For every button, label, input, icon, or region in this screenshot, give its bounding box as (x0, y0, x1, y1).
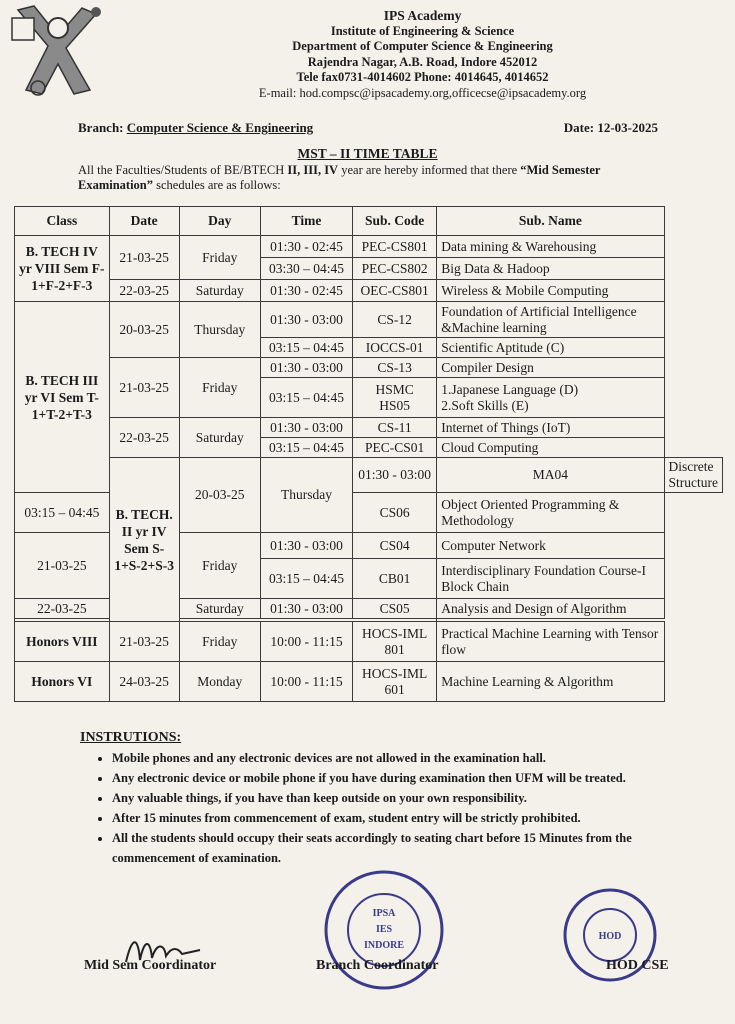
name-cell: Scientific Aptitude (C) (437, 338, 664, 358)
branch-row (78, 120, 658, 136)
name-cell: Analysis and Design of Algorithm (437, 599, 664, 619)
time-cell: 01:30 - 03:00 (353, 458, 437, 493)
name-line: 1.Japanese Language (D) (441, 381, 579, 397)
stamp-line: INDORE (363, 940, 405, 951)
day-cell: Monday (179, 662, 260, 702)
intro-years: II, III, IV (287, 163, 339, 177)
institute-stamp-icon (320, 866, 448, 994)
stamp-line: IES (375, 924, 393, 935)
table-row (15, 418, 723, 438)
name-cell: Compiler Design (437, 358, 664, 378)
stamp-line: HOD (598, 931, 622, 942)
name-line: 2.Soft Skills (E) (441, 397, 529, 413)
time-cell: 01:30 - 02:45 (260, 236, 352, 258)
list-item: • Any valuable things, if you have than keep outside on your own responsibility. (112, 788, 680, 808)
time-cell: 03:15 – 04:45 (260, 378, 352, 418)
table-row (15, 280, 723, 302)
date-cell: 21-03-25 (109, 236, 179, 280)
name-cell: Discrete Structure (664, 458, 722, 493)
department-name: Department of Computer Science & Engineering (292, 39, 553, 53)
class-cell: Honors VIII (15, 622, 110, 662)
date-cell: 22-03-25 (109, 280, 179, 302)
day-cell: Saturday (179, 599, 260, 619)
code-cell: CB01 (353, 559, 437, 599)
name-cell: Machine Learning & Algorithm (437, 662, 664, 702)
day-cell: Saturday (179, 418, 260, 458)
code-cell: CS05 (353, 599, 437, 619)
instructions-list (80, 748, 680, 868)
date-cell: 21-03-25 (109, 358, 179, 418)
table-row (15, 458, 723, 493)
intro-quote: “Mid Semester Examination” (78, 163, 601, 192)
code-line: HSMC (375, 381, 414, 397)
org-name: IPS Academy (383, 8, 462, 23)
intro-part3: schedules are as follows: (153, 178, 281, 192)
name-cell: Object Oriented Programming & Methodology (437, 493, 664, 533)
day-cell: Thursday (260, 458, 352, 533)
time-cell: 03:15 – 04:45 (260, 438, 352, 458)
day-cell: Friday (179, 622, 260, 662)
code-cell: IOCCS-01 (353, 338, 437, 358)
table-row (15, 302, 723, 338)
letterhead (0, 0, 735, 115)
stamp-line: IPSA (372, 908, 396, 919)
day-cell: Friday (179, 358, 260, 418)
time-cell: 03:15 – 04:45 (260, 559, 352, 599)
ips-logo-icon (8, 2, 108, 102)
date-cell: 24-03-25 (109, 662, 179, 702)
time-cell: 10:00 - 11:15 (260, 662, 352, 702)
name-cell: Wireless & Mobile Computing (437, 280, 664, 302)
class-cell: B. TECH III yr VI Sem T-1+T-2+T-3 (15, 302, 110, 493)
time-cell: 01:30 - 03:00 (260, 599, 352, 619)
instructions (80, 730, 680, 868)
time-cell: 01:30 - 03:00 (260, 533, 352, 559)
date-cell: 20-03-25 (179, 458, 260, 533)
list-item: • Any electronic device or mobile phone if you have during examination then UFM will be treated. (112, 768, 680, 788)
class-cell: B. TECH. II yr IV Sem S-1+S-2+S-3 (109, 458, 179, 622)
date-cell: 22-03-25 (15, 599, 110, 619)
col-sub-name: Sub. Name (437, 207, 664, 236)
col-date: Date (109, 207, 179, 236)
list-item: • Mobile phones and any electronic devices are not allowed in the examination hall. (112, 748, 680, 768)
class-cell: B. TECH IV yr VIII Sem F-1+F-2+F-3 (15, 236, 110, 302)
table-row (15, 358, 723, 378)
col-class: Class (15, 207, 110, 236)
instructions-heading: INSTRUTIONS: (80, 730, 182, 745)
code-cell: OEC-CS801 (353, 280, 437, 302)
code-cell: PEC-CS802 (353, 258, 437, 280)
address: Rajendra Nagar, A.B. Road, Indore 452012 (307, 54, 538, 69)
code-cell: MA04 (437, 458, 664, 493)
mid-sem-coordinator: Mid Sem Coordinator (84, 958, 217, 973)
time-cell: 03:30 – 04:45 (260, 258, 352, 280)
notice-date: Date: 12-03-2025 (563, 120, 658, 135)
table-row (15, 662, 723, 702)
day-cell: Friday (179, 236, 260, 280)
col-time: Time (260, 207, 352, 236)
col-day: Day (179, 207, 260, 236)
name-cell: Cloud Computing (437, 438, 664, 458)
time-cell: 01:30 - 02:45 (260, 280, 352, 302)
code-cell: HOCS-IML 601 (353, 662, 437, 702)
name-cell: Big Data & Hadoop (437, 258, 664, 280)
intro-part1: All the Faculties/Students of BE/BTECH (78, 163, 288, 177)
code-cell: CS-13 (353, 358, 437, 378)
branch-value: Computer Science & Engineering (126, 120, 314, 135)
code-cell: CS04 (353, 533, 437, 559)
day-cell: Saturday (179, 280, 260, 302)
name-cell: Interdisciplinary Foundation Course-I Block Chain (437, 559, 664, 599)
phone: Tele fax0731-4014602 Phone: 4014645, 4014652 (296, 70, 549, 84)
col-sub-code: Sub. Code (353, 207, 437, 236)
name-cell: Internet of Things (IoT) (437, 418, 664, 438)
intro-part2: year are hereby informed that there (338, 163, 521, 177)
time-cell: 01:30 - 03:00 (260, 358, 352, 378)
day-cell: Friday (179, 533, 260, 599)
code-cell: CS-11 (353, 418, 437, 438)
code-cell: CS06 (353, 493, 437, 533)
branch-coordinator: Branch Coordinator (316, 958, 439, 973)
page-title: MST – II TIME TABLE (297, 146, 438, 161)
date-cell: 20-03-25 (109, 302, 179, 358)
class-cell: Honors VI (15, 662, 110, 702)
code-cell: PEC-CS01 (353, 438, 437, 458)
day-cell: Thursday (179, 302, 260, 358)
time-cell: 01:30 - 03:00 (260, 418, 352, 438)
code-cell: CS-12 (353, 302, 437, 338)
table-row (15, 622, 723, 662)
list-item: • All the students should occupy their seats accordingly to seating chart before 15 Minutes from the commencement of examination. (112, 828, 680, 868)
code-cell: HOCS-IML 801 (353, 622, 437, 662)
name-cell: Foundation of Artificial Intelligence &Machine learning (437, 302, 664, 338)
list-item: • After 15 minutes from commencement of exam, student entry will be strictly prohibited. (112, 808, 680, 828)
code-cell (353, 378, 437, 418)
timetable (14, 206, 723, 702)
intro-text (78, 163, 668, 193)
date-cell: 22-03-25 (109, 418, 179, 458)
time-cell: 03:15 – 04:45 (260, 338, 352, 358)
institute-name: Institute of Engineering & Science (330, 23, 515, 38)
code-cell: PEC-CS801 (353, 236, 437, 258)
table-row (15, 236, 723, 258)
name-cell: Data mining & Warehousing (437, 236, 664, 258)
date-cell: 21-03-25 (109, 622, 179, 662)
name-cell: Computer Network (437, 533, 664, 559)
hod-cse: HOD CSE (606, 958, 669, 973)
name-cell (437, 378, 664, 418)
email: E-mail: hod.compsc@ipsacademy.org,officecse@ipsacademy.org (258, 85, 587, 100)
code-line: HS05 (379, 397, 411, 413)
time-cell: 01:30 - 03:00 (260, 302, 352, 338)
table-header-row (15, 207, 723, 236)
branch-label: Branch: (78, 120, 124, 135)
date-cell: 21-03-25 (15, 533, 110, 599)
time-cell: 10:00 - 11:15 (260, 622, 352, 662)
time-cell: 03:15 – 04:45 (15, 493, 110, 533)
name-cell: Practical Machine Learning with Tensor flow (437, 622, 664, 662)
